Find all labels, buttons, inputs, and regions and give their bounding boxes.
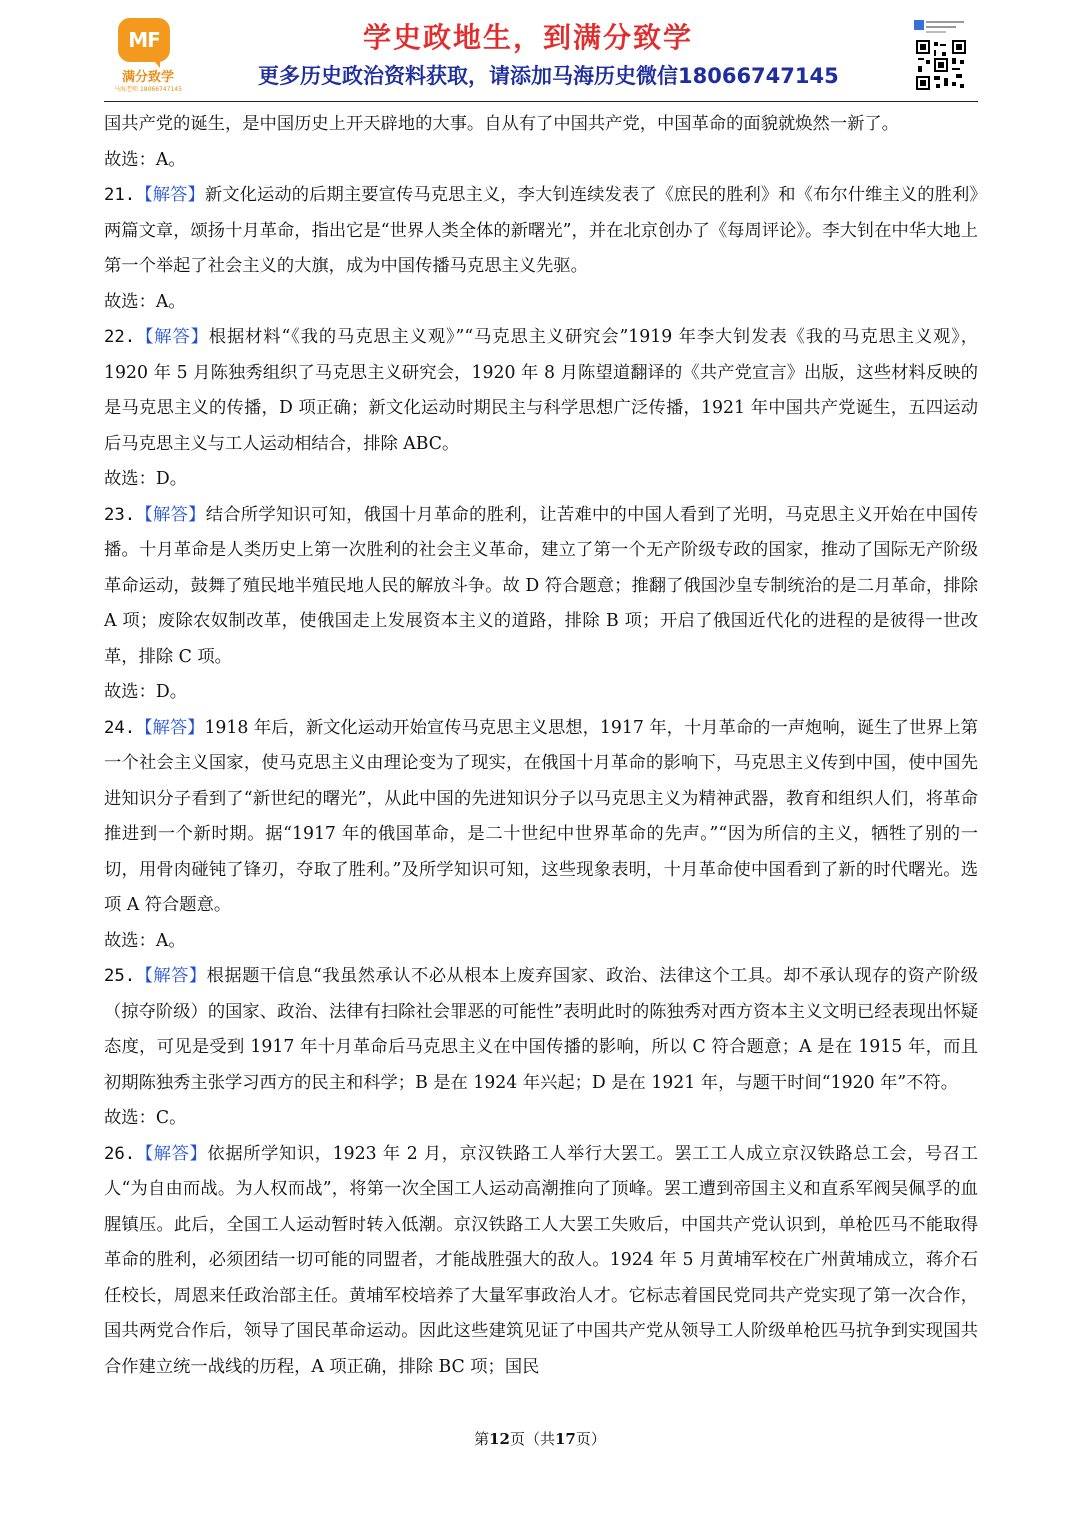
question-number: 22.	[104, 327, 136, 347]
answer-paragraph-26	[104, 1137, 978, 1386]
answer-tag: 【解答】	[135, 327, 209, 347]
qr-code-block	[912, 18, 968, 98]
brand-logo	[112, 18, 184, 108]
answer-content	[104, 107, 978, 1385]
answer-text: 新文化运动的后期主要宣传马克思主义，李大钊连续发表了《庶民的胜利》和《布尔什维主义的胜利》两篇文章，颂扬十月革命，指出它是“世界人类全体的新曙光”，并在北京创办了《每周评论》。李大钊在中华大地上第一个举起了社会主义的大旗，成为中国传播马克思主义先驱。	[104, 185, 978, 276]
question-number: 24.	[104, 717, 136, 738]
logo-subtitle: 马海老师 18066747145	[114, 86, 182, 93]
answer-paragraph-21	[104, 178, 978, 285]
answer-tag: 【解答】	[135, 504, 206, 525]
logo-name: 满分致学	[121, 70, 174, 85]
question-number: 26.	[104, 1143, 136, 1164]
continuation-answer: 故选：A。	[104, 149, 186, 170]
answer-paragraph-25	[104, 959, 978, 1101]
qr-code-icon	[916, 40, 966, 90]
answer-paragraph-24	[104, 711, 978, 924]
question-number: 23.	[104, 504, 136, 525]
header-slogan: 学史政地生，到满分致学	[363, 21, 694, 54]
page-header	[0, 0, 1080, 104]
question-number: 21.	[104, 185, 136, 205]
answer-tag: 【解答】	[135, 185, 205, 205]
question-number: 25.	[104, 966, 136, 986]
answer-paragraph-23	[104, 498, 978, 676]
answer-choice-23: 故选：D。	[104, 682, 187, 702]
footer-middle: 页（共	[509, 1430, 555, 1448]
answer-text: 依据所学知识，1923 年 2 月，京汉铁路工人举行大罢工。罢工工人成立京汉铁路总工会，号召工人“为自由而战。为人权而战”，将第一次全国工人运动高潮推向了顶峰。罢工遭到帝国主义和直系军阀吴佩孚的血腥镇压。此后，全国工人运动暂时转入低潮。京汉铁路工人大罢工失败后，中国共产党认识到，单枪匹马不能取得革命的胜利，必须团结一切可能的同盟者，才能战胜强大的敌人。1924 年 5 月黄埔军校在广州黄埔成立，蒋介石任校长，周恩来任政治部主任。黄埔军校培养了大量军事政治人才。它标志着国民党同共产党实现了第一次合作，国共两党合作后，领导了国民革命运动。因此这些建筑见证了中国共产党从领导工人阶级单枪匹马抗争到实现国共合作建立统一战线的历程，A 项正确，排除 BC 项；国民	[104, 1143, 978, 1377]
qr-caption-graphic	[912, 18, 968, 38]
page-total: 17	[555, 1430, 576, 1448]
logo-badge: MF	[118, 18, 170, 62]
answer-tag: 【解答】	[135, 1143, 208, 1164]
answer-choice-21: 故选：A。	[104, 291, 186, 312]
header-divider	[104, 101, 978, 102]
answer-tag: 【解答】	[135, 717, 205, 738]
footer-suffix: 页）	[575, 1430, 606, 1448]
answer-choice-25: 故选：C。	[104, 1108, 187, 1128]
page-footer	[0, 1428, 1080, 1449]
answer-text: 1918 年后，新文化运动开始宣传马克思主义思想，1917 年，十月革命的一声炮响，诞生了世界上第一个社会主义国家，使马克思主义由理论变为了现实，在俄国十月革命的影响下，马克思主义传到中国，使中国先进知识分子看到了“新世纪的曙光”，从此中国的先进知识分子以马克思主义为精神武器，教育和组织人们，将革命推进到一个新时期。据“1917 年的俄国革命，是二十世纪中世界革命的先声。”“因为所信的主义，牺牲了别的一切，用骨肉碰钝了锋刃，夺取了胜利。”及所学知识可知，这些现象表明，十月革命使中国看到了新的时代曙光。选项 A 符合题意。	[104, 717, 978, 915]
answer-choice-22: 故选：D。	[104, 469, 187, 489]
answer-text: 根据题干信息“我虽然承认不必从根本上废弃国家、政治、法律这个工具。却不承认现存的资产阶级（掠夺阶级）的国家、政治、法律有扫除社会罪恶的可能性”表明此时的陈独秀对西方资本主义文明已经表现出怀疑态度，可见是受到 1917 年十月革命后马克思主义在中国传播的影响，所以 C 符合题意；A 是在 1915 年，而且初期陈独秀主张学习西方的民主和科学；B 是在 1924 年兴起；D 是在 1921 年，与题干时间“1920 年”不符。	[104, 966, 978, 1093]
answer-paragraph-22	[104, 320, 978, 462]
answer-text: 结合所学知识可知，俄国十月革命的胜利，让苦难中的中国人看到了光明，马克思主义开始在中国传播。十月革命是人类历史上第一次胜利的社会主义革命，建立了第一个无产阶级专政的国家，推动了国际无产阶级革命运动，鼓舞了殖民地半殖民地人民的解放斗争。故 D 符合题意；推翻了俄国沙皇专制统治的是二月革命，排除 A 项；废除农奴制改革，使俄国走上发展资本主义的道路，排除 B 项；开启了俄国近代化的进程的是彼得一世改革，排除 C 项。	[104, 504, 978, 667]
answer-text: 根据材料“《我的马克思主义观》”“马克思主义研究会”1919 年李大钊发表《我的马克思主义观》，1920 年 5 月陈独秀组织了马克思主义研究会，1920 年 8 月陈望道翻译的《共产党宣言》出版，这些材料反映的是马克思主义的传播，D 项正确；新文化运动时期民主与科学思想广泛传播，1921 年中国共产党诞生，五四运动后马克思主义与工人运动相结合，排除 ABC。	[104, 327, 978, 454]
header-contact: 更多历史政治资料获取，请添加马海历史微信18066747145	[258, 64, 839, 88]
page-number: 12	[489, 1430, 510, 1448]
answer-tag: 【解答】	[135, 966, 207, 986]
continuation-paragraph: 国共产党的诞生，是中国历史上开天辟地的大事。自从有了中国共产党，中国革命的面貌就焕然一新了。	[104, 114, 899, 134]
footer-prefix: 第	[474, 1430, 490, 1448]
answer-choice-24: 故选：A。	[104, 930, 186, 951]
